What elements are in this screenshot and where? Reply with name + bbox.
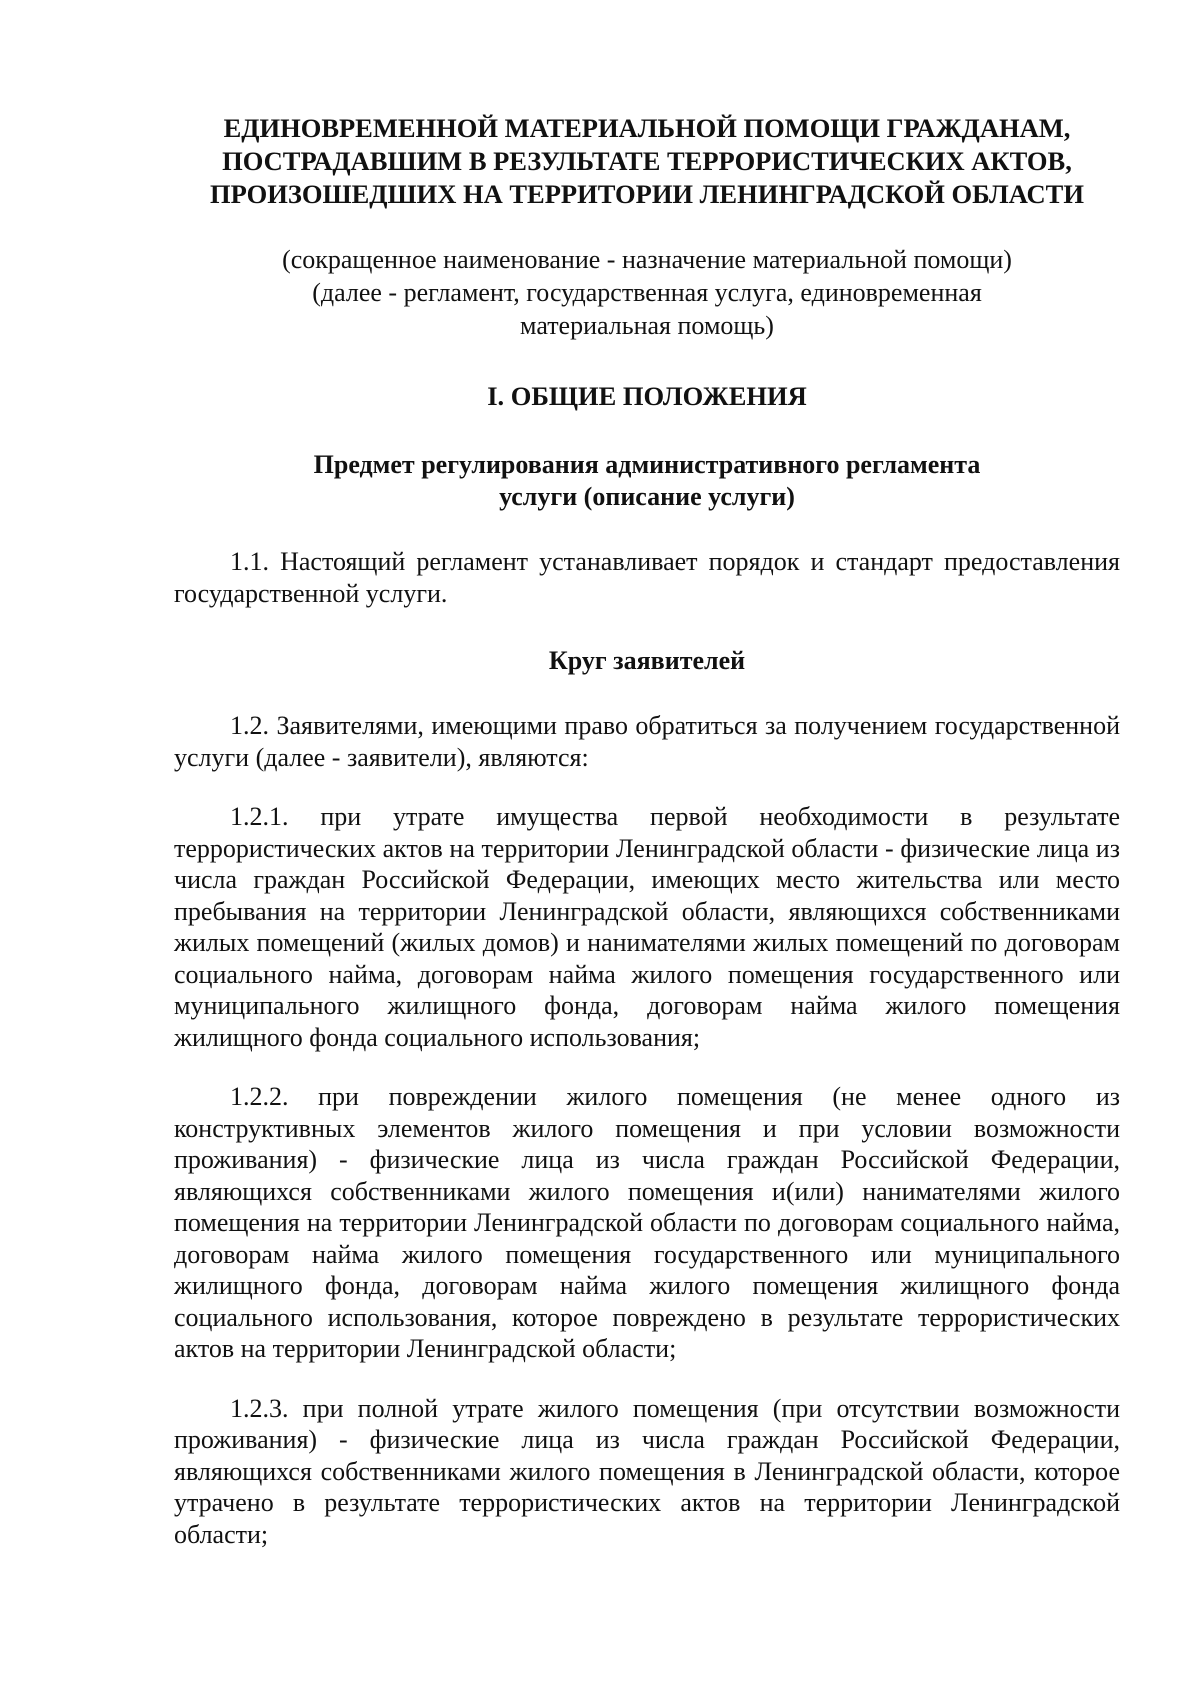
paragraph-1-2-2: 1.2.2. при повреждении жилого помещения (не менее одного из конструктивных элементов жилого помещения и при условии возможности проживания) - физические лица из числа граждан Российской Федерации, являющихся собственниками жилого помещения и(или) нанимателями жилого помещения на территории Ленинградской области по договорам социального найма, договорам найма жилого помещения государственного или муниципального жилищного фонда, договорам найма жилого помещения жилищного фонда социального использования, которое повреждено в результате террористических актов на территории Ленинградской области; xyxy=(174,1082,1120,1363)
title-line: ПОСТРАДАВШИМ В РЕЗУЛЬТАТЕ ТЕРРОРИСТИЧЕСКИХ АКТОВ, xyxy=(222,146,1072,176)
document-subtitle xyxy=(174,243,1120,342)
subject-heading-line: услуги (описание услуги) xyxy=(499,482,795,511)
document-page xyxy=(174,112,1120,1550)
applicants-heading: Круг заявителей xyxy=(548,646,746,675)
paragraph-1-1: 1.1. Настоящий регламент устанавливает порядок и стандарт предоставления государственной услуги. xyxy=(174,547,1120,608)
subject-heading xyxy=(174,449,1120,513)
paragraph-1-2-3: 1.2.3. при полной утрате жилого помещения (при отсутствии возможности проживания) - физические лица из числа граждан Российской Федерации, являющихся собственниками жилого помещения в Ленинградской области, которое утрачено в результате террористических актов на территории Ленинградской области; xyxy=(174,1393,1120,1549)
title-line: ПРОИЗОШЕДШИХ НА ТЕРРИТОРИИ ЛЕНИНГРАДСКОЙ ОБЛАСТИ xyxy=(210,179,1084,209)
paragraph-1-2: 1.2. Заявителями, имеющими право обратиться за получением государственной услуги (далее - заявители), являются: xyxy=(174,711,1120,772)
subtitle-line: (сокращенное наименование - назначение материальной помощи) xyxy=(282,245,1012,274)
paragraph-1-2-1: 1.2.1. при утрате имущества первой необходимости в результате террористических актов на территории Ленинградской области - физические лица из числа граждан Российской Федерации, имеющих место жительства или место пребывания на территории Ленинградской области, являющихся собственниками жилых помещений (жилых домов) и нанимателями жилых помещений по договорам социального найма, договорам найма жилого помещения государственного или муниципального жилищного фонда, договорам найма жилого помещения жилищного фонда социального использования; xyxy=(174,802,1120,1052)
subtitle-line: материальная помощь) xyxy=(520,311,774,340)
section-heading: I. ОБЩИЕ ПОЛОЖЕНИЯ xyxy=(487,381,807,411)
subject-heading-line: Предмет регулирования административного регламента xyxy=(313,450,981,479)
subtitle-line: (далее - регламент, государственная услуга, единовременная xyxy=(312,278,982,307)
document-title xyxy=(174,112,1120,211)
title-line: ЕДИНОВРЕМЕННОЙ МАТЕРИАЛЬНОЙ ПОМОЩИ ГРАЖДАНАМ, xyxy=(223,113,1071,143)
